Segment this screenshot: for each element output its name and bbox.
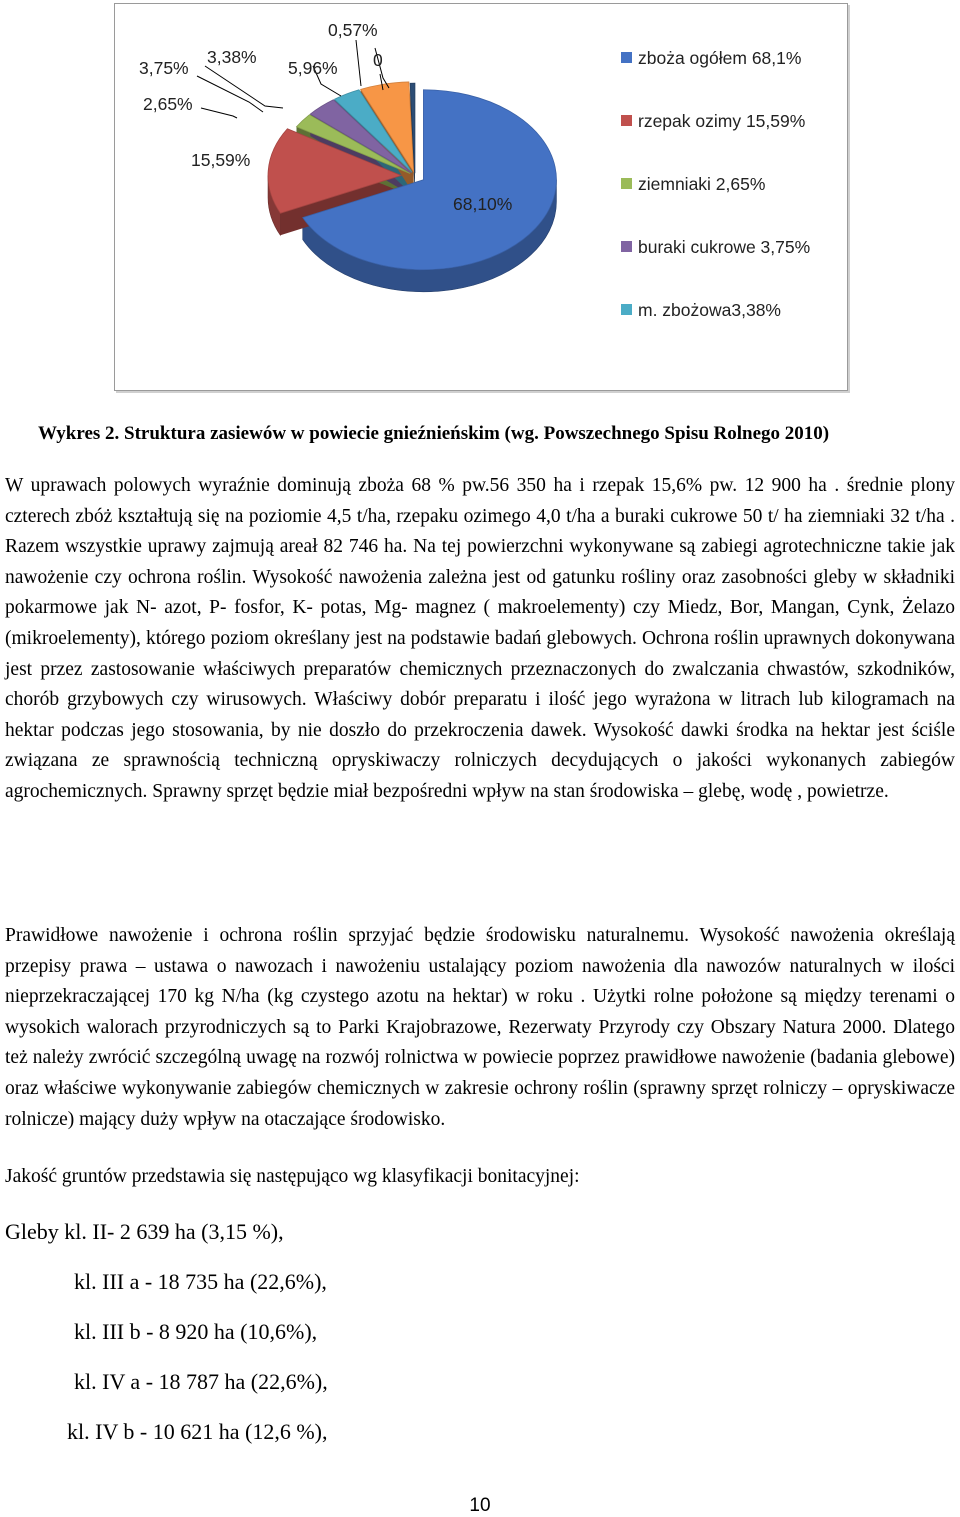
legend-label: zboża ogółem 68,1% (638, 48, 802, 68)
legend-label: ziemniaki 2,65% (638, 174, 766, 194)
leader-line (205, 66, 283, 108)
legend-swatch (621, 178, 632, 189)
soil-class-item: kl. IV a - 18 787 ha (22,6%), (74, 1369, 328, 1394)
data-label: 2,65% (143, 94, 193, 114)
soil-class-item: kl. III b - 8 920 ha (10,6%), (74, 1319, 318, 1344)
leader-line (201, 108, 237, 118)
data-label: 5,96% (288, 58, 338, 78)
legend-label: buraki cukrowe 3,75% (638, 237, 811, 257)
leader-line (197, 76, 263, 112)
soil-class-item: kl. III a - 18 735 ha (22,6%), (74, 1269, 327, 1294)
intro-line: Jakość gruntów przedstawia się następująco wg klasyfikacji bonitacyjnej: (5, 1166, 580, 1187)
legend-swatch (621, 115, 632, 126)
legend-item (621, 109, 805, 133)
legend-item (621, 298, 781, 322)
data-label: 0 (373, 50, 383, 70)
legend-swatch (621, 52, 632, 63)
data-label: 3,38% (207, 47, 257, 67)
legend-item (621, 46, 801, 70)
soil-class-item: kl. IV b - 10 621 ha (12,6 %), (67, 1419, 328, 1444)
legend-swatch (621, 304, 632, 315)
leader-line (356, 40, 361, 86)
legend-item (621, 235, 810, 259)
legend-label: m. zbożowa3,38% (638, 300, 781, 320)
data-label: 0,57% (328, 20, 378, 40)
soil-class-item: Gleby kl. II- 2 639 ha (3,15 %), (5, 1219, 284, 1244)
data-label: 15,59% (191, 150, 251, 170)
legend-swatch (621, 241, 632, 252)
body-paragraph: W uprawach polowych wyraźnie dominują zboża 68 % pw.56 350 ha i rzepak 15,6% pw. 12 900 ha . średnie plony czterech zbóż kształtują się na poziomie 4,5 t/ha, rzepaku ozimego 4,0 t/ha a buraki cukrowe 50 t/ ha ziemniaki 32 t/ha . Razem wszystkie uprawy zajmują areał 82 746 ha. Na tej powierzchni wykonywane są zabiegi agrotechniczne takie jak nawożenie czy ochrona roślin. Wysokość nawożenia zależna jest od gatunku rośliny oraz zasobności gleby w składniki pokarmowe jak N- azot, P- fosfor, K- potas, Mg- magnez ( makroelementy) czy Miedz, Bor, Mangan, Cynk, Żelazo (mikroelementy), którego poziom określany jest na podstawie badań glebowych. Ochrona roślin uprawnych dokonywana jest przez zastosowanie właściwych preparatów chemicznych przeznaczonych do zwalczania chwastów, szkodników, chorób grzybowych czy wirusowych. Właściwy dobór preparatu i ilość jego wyrażona w litrach lub kilogramach na hektar podczas jego stosowania, by nie doszło do przekroczenia dawek. Wysokość dawki środka na hektar jest ściśle związana ze sprawnością techniczną opryskiwaczy rolniczych decydujących o jakości wykonanych zabiegów agrochemicznych. Sprawny sprzęt będzie miał bezpośredni wpływ na stan środowiska – glebę, wodę , powietrze. (5, 475, 955, 802)
figure-caption: Wykres 2. Struktura zasiewów w powiecie gnieźnieńskim (wg. Powszechnego Spisu Rolnego 2010) (38, 423, 830, 444)
body-paragraph: Prawidłowe nawożenie i ochrona roślin sprzyjać będzie środowisku naturalnemu. Wysokość nawożenia określają przepisy prawa – ustawa o nawozach i nawożeniu ustalający poziom nawożenia dla nawozów naturalnych w ilości nieprzekraczającej 170 kg N/ha (kg czystego azotu na hektar) w roku . Użytki rolne położone są między terenami o wysokich walorach przyrodniczych są to Parki Krajobrazowe, Rezerwaty Przyrody czy Obszary Natura 2000. Dlatego też należy zwrócić szczególną uwagę na rozwój rolnictwa w powiecie poprzez prawidłowe nawożenie (badania glebowe) oraz właściwe wykonywanie zabiegów chemicznych w zakresie ochrony roślin (sprawny sprzęt rolniczy – opryskiwacze rolnicze) mający duży wpływ na otaczające środowisko. (5, 925, 955, 1130)
data-label: 3,75% (139, 58, 189, 78)
pie-chart (114, 3, 848, 391)
legend-label: rzepak ozimy 15,59% (638, 111, 806, 131)
page-number: 10 (469, 1495, 491, 1516)
data-label: 68,10% (453, 194, 513, 214)
legend-item (621, 172, 765, 196)
